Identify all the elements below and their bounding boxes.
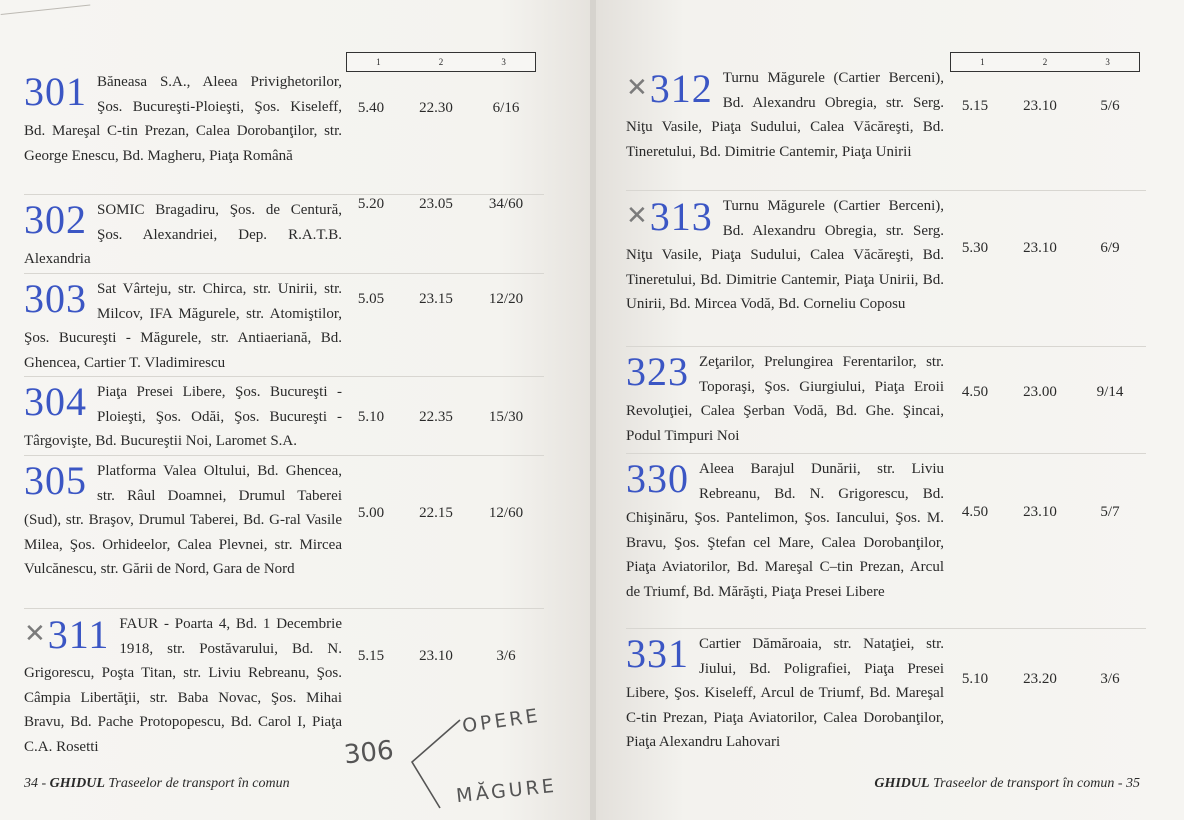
- route-number-crossed: [24, 614, 109, 655]
- footer-brand: GHIDUL: [49, 776, 105, 791]
- route-times: [950, 384, 1140, 401]
- last-departure: 23.10: [419, 648, 453, 664]
- route-stops: Aleea Barajul Dunării, str. Liviu Rebreanu, Bd. N. Grigorescu, Bd. Chişinăru, Şos. Pantelimon, Şos. Iancului, Şos. M. Bravu, Şos. Ştefan cel Mare, Calea Dorobanţilor, Piaţa Aviatorilor, Bd. Mareşal C–tin Prezan, Arcul de Triumf, Bd. Mărăşti, Piaţa Presei Libere: [626, 461, 944, 600]
- column-1-label: 1: [376, 57, 381, 67]
- divider: [24, 273, 544, 274]
- first-departure: 5.40: [357, 100, 385, 116]
- last-departure: 22.30: [419, 100, 453, 116]
- route-entry: [24, 380, 342, 454]
- route-times: [950, 671, 1140, 688]
- route-number: 323: [626, 349, 689, 394]
- route-stops: Cartier Dămăroaia, str. Nataţiei, str. Jiului, Bd. Poligrafiei, Piaţa Presei Libere, Şos. Kiseleff, Arcul de Triumf, Bd. Mareşal C-tin Prezan, Piaţa Aviatorilor, Calea Dorobanţilor, Piaţa Alexandru Lahovari: [626, 636, 944, 750]
- route-stops: Turnu Măgurele (Cartier Berceni), Bd. Alexandru Obregia, str. Serg. Niţu Vasile, Piaţa Sudului, Calea Văcăreşti, Bd. Tineretului, Bd. Dimitrie Cantemir, Piaţa Unirii: [626, 70, 944, 160]
- route-entry: [24, 198, 342, 272]
- divider: [626, 346, 1146, 347]
- route-number: 331: [626, 631, 689, 676]
- interval: 12/20: [488, 291, 524, 307]
- route-number: 312: [649, 66, 713, 111]
- first-departure: 4.50: [961, 504, 989, 520]
- first-departure: 5.20: [357, 196, 385, 212]
- footer-brand: GHIDUL: [874, 776, 930, 791]
- interval: 9/14: [1096, 384, 1124, 400]
- interval: 12/60: [488, 505, 524, 521]
- footer-title: Traseelor de transport în comun: [108, 776, 290, 791]
- handwritten-note-line1: OPERE: [460, 704, 542, 738]
- column-3-label: 3: [1105, 57, 1110, 67]
- interval: 15/30: [488, 409, 524, 425]
- handwritten-note-line2: MĂGURE: [455, 774, 558, 808]
- route-number-crossed: [626, 196, 713, 237]
- last-departure: 23.05: [419, 196, 453, 212]
- route-times: [346, 648, 536, 665]
- first-departure: 5.15: [357, 648, 385, 664]
- divider: [626, 190, 1146, 191]
- last-departure: 23.10: [1023, 240, 1057, 256]
- column-header: [950, 52, 1140, 72]
- route-entry: [24, 70, 342, 168]
- route-times: [950, 98, 1140, 115]
- route-entry: [626, 350, 944, 448]
- route-times: [346, 505, 536, 522]
- first-departure: 5.15: [961, 98, 989, 114]
- divider: [626, 628, 1146, 629]
- route-stops: Sat Vârteju, str. Chirca, str. Unirii, str. Milcov, IFA Măgurele, str. Atomiştilor, Şos. Bucureşti - Măgurele, str. Antiaeriană, Bd. Ghencea, Cartier T. Vladimirescu: [24, 281, 342, 371]
- page-footer: GHIDUL Traseelor de transport în comun - 35: [874, 776, 1140, 791]
- route-number: 305: [24, 458, 87, 503]
- route-stops: Băneasa S.A., Aleea Privighetorilor, Şos. Bucureşti-Ploieşti, Şos. Kiseleff, Bd. Mareşal C-tin Prezan, Calea Dorobanţilor, str. George Enescu, Bd. Magheru, Piaţa Română: [24, 74, 342, 164]
- route-number: 304: [24, 379, 87, 424]
- route-number: 301: [24, 69, 87, 114]
- cross-mark-icon: ✕: [626, 201, 649, 230]
- route-entry: [24, 277, 342, 375]
- first-departure: 5.10: [961, 671, 989, 687]
- interval: 34/60: [488, 196, 524, 212]
- route-times: [346, 291, 536, 308]
- handwritten-note-number: 306: [342, 735, 396, 771]
- last-departure: 22.15: [419, 505, 453, 521]
- interval: 3/6: [1100, 671, 1120, 687]
- interval: 6/16: [492, 100, 520, 116]
- interval: 6/9: [1100, 240, 1120, 256]
- divider: [24, 376, 544, 377]
- cross-mark-icon: ✕: [24, 619, 47, 648]
- route-times: [950, 504, 1140, 521]
- first-departure: 4.50: [961, 384, 989, 400]
- route-stops: Platforma Valea Oltului, Bd. Ghencea, str. Râul Doamnei, Drumul Taberei (Sud), str. Braşov, Drumul Taberei, Bd. G-ral Vasile Milea, Şos. Orhideelor, Calea Plevnei, str. Mircea Vulcănescu, str. Gării de Nord, Gara de Nord: [24, 463, 342, 577]
- last-departure: 23.20: [1023, 671, 1057, 687]
- first-departure: 5.30: [961, 240, 989, 256]
- column-1-label: 1: [980, 57, 985, 67]
- last-departure: 23.10: [1023, 504, 1057, 520]
- left-page: [0, 0, 590, 820]
- last-departure: 23.15: [419, 291, 453, 307]
- footer-title: Traseelor de transport în comun: [933, 776, 1115, 791]
- route-entry: [24, 459, 342, 582]
- last-departure: 23.00: [1023, 384, 1057, 400]
- page-number: 35: [1126, 776, 1140, 791]
- interval: 5/6: [1100, 98, 1120, 114]
- route-stops: Zeţarilor, Prelungirea Ferentarilor, str. Toporaşi, Şos. Giurgiului, Piaţa Eroii Revoluţiei, Calea Şerban Vodă, Bd. Ghe. Şincai, Podul Timpuri Noi: [626, 354, 944, 444]
- route-stops: FAUR - Poarta 4, Bd. 1 Decembrie 1918, str. Postăvarului, Bd. N. Grigorescu, Poşta Titan, str. Liviu Rebreanu, Şos. Câmpia Libertăţii, str. Baba Novac, Şos. Mihai Bravu, Bd. Pache Protopopescu, Bd. Carol I, Piaţa C.A. Rosetti: [24, 616, 342, 755]
- route-entry: [626, 66, 944, 164]
- route-entry: [626, 194, 944, 317]
- last-departure: 23.10: [1023, 98, 1057, 114]
- route-number: 330: [626, 456, 689, 501]
- column-header: [346, 52, 536, 72]
- right-page: [596, 0, 1184, 820]
- route-stops: SOMIC Bragadiru, Şos. de Centură, Şos. Alexandriei, Dep. R.A.T.B. Alexandria: [24, 202, 342, 267]
- route-times: [346, 196, 536, 213]
- column-2-label: 2: [1042, 57, 1048, 67]
- first-departure: 5.05: [357, 291, 385, 307]
- route-entry: [24, 612, 342, 759]
- cross-mark-icon: ✕: [626, 73, 649, 102]
- first-departure: 5.10: [357, 409, 385, 425]
- route-entry: [626, 632, 944, 755]
- route-number: 311: [47, 612, 110, 657]
- page-curl: [0, 0, 90, 15]
- page-number: 34: [24, 776, 38, 791]
- route-entry: [626, 457, 944, 604]
- first-departure: 5.00: [357, 505, 385, 521]
- route-times: [346, 100, 536, 117]
- route-number: 302: [24, 197, 87, 242]
- interval: 5/7: [1100, 504, 1120, 520]
- route-times: [950, 240, 1140, 257]
- route-number: 303: [24, 276, 87, 321]
- page-footer: 34 - GHIDUL Traseelor de transport în comun: [24, 776, 290, 791]
- divider: [24, 608, 544, 609]
- last-departure: 22.35: [419, 409, 453, 425]
- route-number: 313: [649, 194, 713, 239]
- divider: [24, 455, 544, 456]
- route-stops: Piaţa Presei Libere, Şos. Bucureşti - Ploieşti, Şos. Odăi, Şos. Bucureşti -Târgovişte, Bd. Bucureştii Noi, Laromet S.A.: [24, 384, 342, 449]
- divider: [626, 453, 1146, 454]
- route-number-crossed: [626, 68, 713, 109]
- column-2-label: 2: [438, 57, 444, 67]
- column-3-label: 3: [501, 57, 506, 67]
- divider: [24, 194, 544, 195]
- interval: 3/6: [496, 648, 516, 664]
- route-times: [346, 409, 536, 426]
- route-stops: Turnu Măgurele (Cartier Berceni), Bd. Alexandru Obregia, str. Serg. Niţu Vasile, Piaţa Sudului, Calea Văcăreşti, Bd. Tineretului, Bd. Dimitrie Cantemir, Piaţa Unirii, Bd. Unirii, Bd. Mircea Vodă, Bd. Corneliu Coposu: [626, 198, 944, 312]
